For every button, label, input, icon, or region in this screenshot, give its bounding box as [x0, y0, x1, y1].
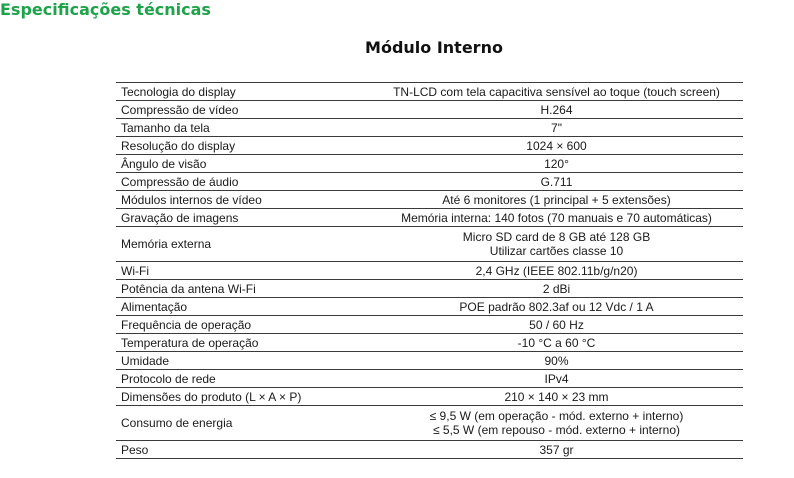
spec-row [116, 155, 743, 173]
spec-row [116, 83, 743, 101]
spec-label: Resolução do display [116, 137, 370, 155]
spec-value [370, 227, 743, 262]
spec-label: Dimensões do produto (L × A × P) [116, 388, 370, 406]
spec-row [116, 262, 743, 280]
spec-row [116, 406, 743, 441]
spec-row [116, 441, 743, 459]
spec-value: 90% [370, 352, 743, 370]
spec-value: -10 °C a 60 °C [370, 334, 743, 352]
spec-value: 7" [370, 119, 743, 137]
spec-row [116, 388, 743, 406]
spec-row [116, 316, 743, 334]
spec-label: Módulos internos de vídeo [116, 191, 370, 209]
spec-value-line: Utilizar cartões classe 10 [489, 244, 624, 258]
spec-row [116, 298, 743, 316]
spec-value: TN-LCD com tela capacitiva sensível ao toque (touch screen) [370, 83, 743, 101]
spec-label: Alimentação [116, 298, 370, 316]
spec-row [116, 370, 743, 388]
spec-row [116, 191, 743, 209]
spec-value: H.264 [370, 101, 743, 119]
spec-label: Temperatura de operação [116, 334, 370, 352]
spec-label: Frequência de operação [116, 316, 370, 334]
spec-row [116, 280, 743, 298]
spec-label: Protocolo de rede [116, 370, 370, 388]
spec-value: 1024 × 600 [370, 137, 743, 155]
spec-label: Ângulo de visão [116, 155, 370, 173]
spec-label: Memória externa [116, 227, 370, 262]
spec-label: Potência da antena Wi-Fi [116, 280, 370, 298]
spec-row [116, 227, 743, 262]
spec-value [370, 406, 743, 441]
spec-label: Compressão de vídeo [116, 101, 370, 119]
spec-value: G.711 [370, 173, 743, 191]
spec-row [116, 119, 743, 137]
spec-label: Compressão de áudio [116, 173, 370, 191]
spec-row [116, 173, 743, 191]
spec-value: 210 × 140 × 23 mm [370, 388, 743, 406]
spec-label: Peso [116, 441, 370, 459]
spec-label: Tecnologia do display [116, 83, 370, 101]
spec-value: Memória interna: 140 fotos (70 manuais e 70 automáticas) [370, 209, 743, 227]
spec-value-line: ≤ 5,5 W (em repouso - mód. externo + interno) [432, 423, 681, 437]
module-title: Módulo Interno [365, 38, 503, 57]
section-title: Especificações técnicas [0, 0, 211, 19]
spec-value-line: ≤ 9,5 W (em operação - mód. externo + interno) [429, 409, 684, 423]
spec-label: Umidade [116, 352, 370, 370]
spec-row [116, 101, 743, 119]
spec-value: 120° [370, 155, 743, 173]
spec-value-line: Micro SD card de 8 GB até 128 GB [462, 230, 651, 244]
spec-value: 50 / 60 Hz [370, 316, 743, 334]
spec-label: Wi-Fi [116, 262, 370, 280]
spec-row [116, 334, 743, 352]
spec-table-body [116, 83, 743, 459]
spec-value: POE padrão 802.3af ou 12 Vdc / 1 A [370, 298, 743, 316]
spec-label: Tamanho da tela [116, 119, 370, 137]
spec-table [116, 82, 743, 459]
spec-label: Consumo de energia [116, 406, 370, 441]
spec-value: Até 6 monitores (1 principal + 5 extensões) [370, 191, 743, 209]
spec-row [116, 209, 743, 227]
spec-value: 357 gr [370, 441, 743, 459]
spec-value: 2 dBi [370, 280, 743, 298]
spec-label: Gravação de imagens [116, 209, 370, 227]
spec-value: IPv4 [370, 370, 743, 388]
spec-row [116, 352, 743, 370]
spec-row [116, 137, 743, 155]
spec-value: 2,4 GHz (IEEE 802.11b/g/n20) [370, 262, 743, 280]
